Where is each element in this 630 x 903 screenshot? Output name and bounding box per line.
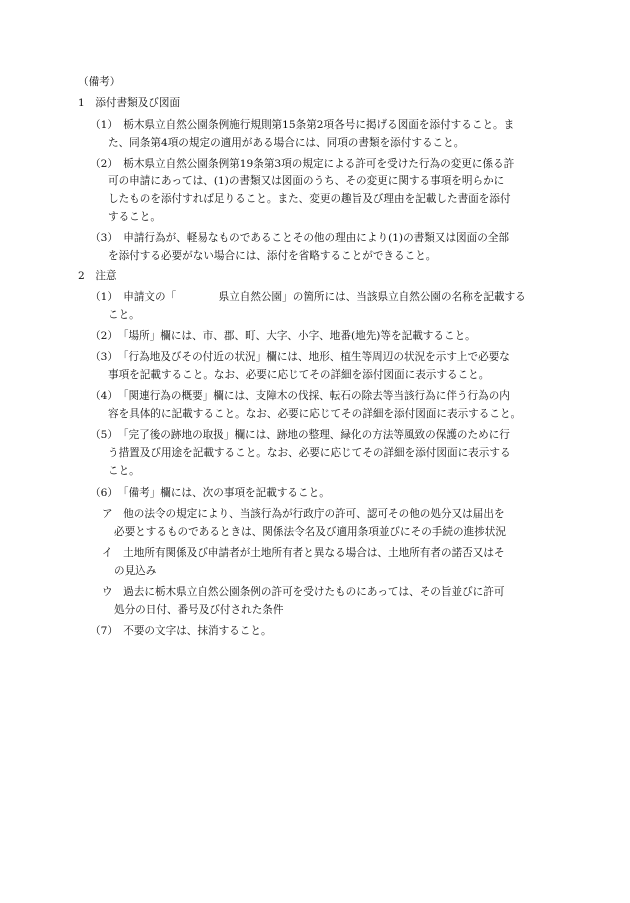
- list-item-line: （5） 「完了後の跡地の取扱」欄には、跡地の整理、緑化の方法等風致の保護のために行: [90, 429, 510, 441]
- sub-item-line: イ 土地所有関係及び申請者が土地所有者と異なる場合は、土地所有者の諾否又はそ: [102, 547, 505, 559]
- remarks-heading: （備考）: [78, 76, 121, 88]
- list-item-line: こと。: [108, 309, 140, 321]
- list-item-line: 容を具体的に記載すること。なお、必要に応じてその詳細を添付図面に表示すること。: [108, 408, 522, 420]
- sub-item-line: ア 他の法令の規定により、当該行為が行政庁の許可、認可その他の処分又は届出を: [102, 508, 505, 520]
- list-item-line: 事項を記載すること。なお、必要に応じてその詳細を添付図面に表示すること。: [108, 369, 490, 381]
- section-heading: 1 添付書類及び図面: [78, 97, 181, 109]
- list-item-line: （7） 不要の文字は、抹消すること。: [90, 625, 272, 637]
- list-item-line: （4） 「関連行為の概要」欄には、支障木の伐採、転石の除去等当該行為に伴う行為の内: [90, 390, 510, 402]
- section-heading: 2 注意: [78, 270, 117, 282]
- list-item-line: （1） 栃木県立自然公園条例施行規則第15条第2項各号に掲げる図面を添付すること。ま: [90, 119, 515, 131]
- list-item-line: （3） 「行為地及びその付近の状況」欄には、地形、植生等周辺の状況を示す上で必要な: [90, 351, 510, 363]
- list-item-line: を添付する必要がない場合には、添付を省略することができること。: [108, 250, 437, 262]
- list-item-line: （2） 「場所」欄には、市、郡、町、大字、小字、地番(地先)等を記載すること。: [90, 330, 476, 342]
- list-item-line: た、同条第4項の規定の適用がある場合には、同項の書類を添付すること。: [108, 137, 465, 149]
- list-item-line: （1） 申請文の「 県立自然公園」の箇所には、当該県立自然公園の名称を記載する: [90, 291, 526, 303]
- list-item-line: したものを添付すれば足りること。また、変更の趣旨及び理由を記載した書面を添付: [108, 193, 511, 205]
- sub-item-line: ウ 過去に栃木県立自然公園条例の許可を受けたものにあっては、その旨並びに許可: [102, 586, 505, 598]
- sub-item-line: 必要とするものであるときは、関係法令名及び適用条項並びにその手続の進捗状況: [114, 526, 506, 538]
- list-item-line: 可の申請にあっては、(1)の書類又は図面のうち、その変更に関する事項を明らかに: [108, 175, 505, 187]
- list-item-line: すること。: [108, 211, 161, 223]
- list-item-line: （6） 「備考」欄には、次の事項を記載すること。: [90, 487, 330, 499]
- list-item-line: （2） 栃木県立自然公園条例第19条第3項の規定による許可を受けた行為の変更に係る許: [90, 158, 515, 170]
- sub-item-line: 処分の日付、番号及び付された条件: [114, 604, 284, 616]
- sub-item-line: の見込み: [114, 565, 157, 577]
- list-item-line: こと。: [108, 465, 140, 477]
- list-item-line: （3） 申請行為が、軽易なものであることその他の理由により(1)の書類又は図面の全部: [90, 232, 510, 244]
- list-item-line: う措置及び用途を記載すること。なお、必要に応じてその詳細を添付図面に表示する: [108, 447, 511, 459]
